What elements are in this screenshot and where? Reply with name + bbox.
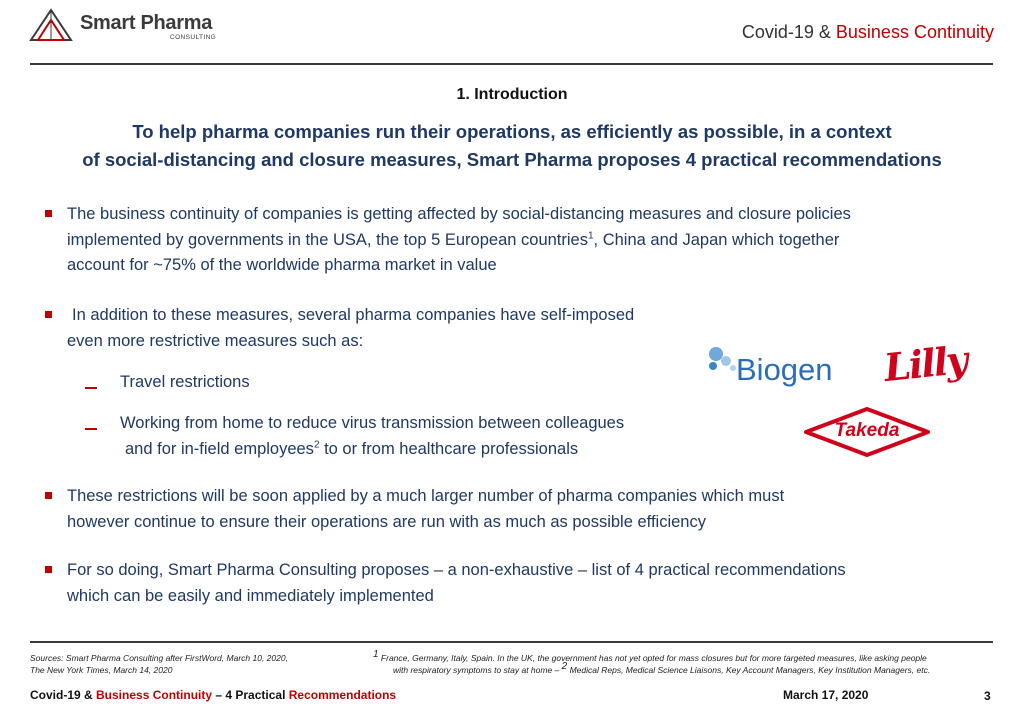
dash-icon: [85, 387, 97, 389]
headline-line-2: of social-distancing and closure measures, Smart Pharma proposes 4 practical recommendations: [82, 149, 942, 170]
section-title: 1. Introduction: [456, 86, 568, 103]
sub-bullet-2: Working from home to reduce virus transmission between colleagues and for in-field employees$^2$ to or from healthcare professionals: [120, 414, 625, 458]
header-title: Covid-19 & Business Continuity: [741, 22, 994, 42]
bullet-icon: [45, 210, 55, 220]
lilly-logo: Lilly: [881, 336, 969, 391]
bullet-2: In addition to these measures, several pharma companies have self-imposed even more restrictive measures such as:: [67, 306, 635, 350]
biogen-logo: Biogen: [706, 344, 836, 394]
header-divider: [30, 63, 993, 65]
smart-pharma-logo-icon: [28, 8, 74, 42]
sub-bullet-1: Travel restrictions: [120, 373, 250, 391]
bullet-icon: [45, 492, 55, 502]
headline: [30, 118, 994, 174]
logo-subtitle: CONSULTING: [170, 34, 217, 41]
footnotes: $^1$ France, Germany, Italy, Spain. In the UK, the government has not yet opted for mass closures but for more targeted measures, like asking people with respiratory symptoms to stay at home – $^2$ Medical Reps, Medical Science Liaisons, Key Account Managers, Key Institution Managers, etc.: [373, 649, 931, 675]
page-number: 3: [984, 689, 991, 703]
logo-name: Smart Pharma: [80, 12, 213, 34]
headline-line-1: To help pharma companies run their operations, as efficiently as possible, in a context: [132, 121, 892, 142]
takeda-logo: Takeda: [802, 407, 932, 457]
bullet-3: These restrictions will be soon applied by a much larger number of pharma companies which must however continue to ensure their operations are run with as much as possible efficiency: [67, 487, 785, 531]
bullet-icon: [45, 311, 55, 321]
footer-title: Covid-19 & Business Continuity – 4 Practical Recommendations: [30, 688, 397, 702]
footer-date: March 17, 2020: [783, 688, 869, 702]
bullet-4: For so doing, Smart Pharma Consulting proposes – a non-exhaustive – list of 4 practical recommendations which can be easily and immediately implemented: [67, 561, 846, 605]
dash-icon: [85, 428, 97, 430]
footer-divider: [30, 641, 993, 643]
sources-note: Sources: Smart Pharma Consulting after FirstWord, March 10, 2020, The New York Times, March 14, 2020: [30, 653, 288, 675]
bullet-1: The business continuity of companies is getting affected by social-distancing measures and closure policies implemented by governments in the USA, the top 5 European countries$^1$, China and Japan which together account for ~75% of the worldwide pharma market in value: [67, 205, 851, 274]
bullet-icon: [45, 566, 55, 576]
